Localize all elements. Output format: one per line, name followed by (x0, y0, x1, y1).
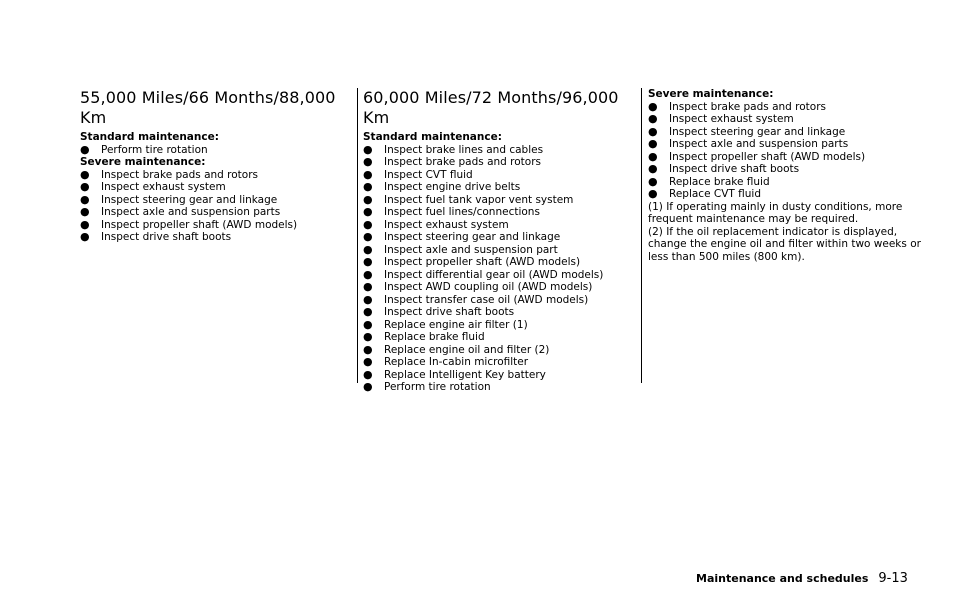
bullet-icon: ● (648, 174, 658, 188)
list-item-text: Inspect brake pads and rotors (101, 168, 258, 181)
bullet-icon: ● (363, 380, 373, 393)
list-item (363, 194, 633, 207)
list-item-text: Inspect brake lines and cables (384, 143, 544, 156)
bullet-icon: ● (648, 187, 658, 200)
list-item-text: Replace engine air filter (1) (384, 318, 528, 331)
list-item (363, 169, 633, 182)
list-item-text: Inspect axle and suspension parts (101, 206, 281, 218)
list-item-text: Inspect differential gear oil (AWD models) (384, 268, 604, 281)
bullet-icon: ● (363, 367, 373, 381)
standard-maintenance-list (80, 144, 350, 157)
footer-section-title: Maintenance and schedules (696, 572, 869, 585)
severe-maintenance-list (80, 169, 350, 244)
list-item-text: Perform tire rotation (384, 381, 491, 393)
list-item-text: Inspect steering gear and linkage (384, 231, 561, 243)
column-60000-severe (648, 88, 923, 263)
bullet-icon: ● (648, 149, 658, 163)
bullet-icon: ● (363, 180, 373, 193)
page-number: 9-13 (878, 571, 908, 586)
list-item (363, 356, 633, 369)
list-item-text: Inspect CVT fluid (384, 168, 473, 181)
bullet-icon: ● (363, 230, 373, 243)
list-item (648, 101, 923, 114)
list-item-text: Inspect axle and suspension parts (669, 138, 849, 150)
bullet-icon: ● (363, 192, 373, 206)
bullet-icon: ● (648, 99, 658, 113)
list-item (363, 269, 633, 282)
list-item (648, 138, 923, 151)
bullet-icon: ● (363, 242, 373, 256)
list-item-text: Inspect propeller shaft (AWD models) (384, 256, 581, 268)
list-item (363, 244, 633, 257)
list-item-text: Replace brake fluid (384, 331, 485, 343)
list-item (648, 151, 923, 164)
list-item (80, 206, 350, 219)
list-item-text: Inspect drive shaft boots (101, 231, 232, 243)
list-item (80, 169, 350, 182)
bullet-icon: ● (363, 317, 373, 331)
list-item-text: Replace brake fluid (669, 175, 770, 188)
bullet-icon: ● (363, 330, 373, 343)
list-item (80, 219, 350, 232)
list-item-text: Inspect steering gear and linkage (101, 193, 278, 206)
list-item-text: Inspect AWD coupling oil (AWD models) (384, 281, 593, 293)
list-item (363, 206, 633, 219)
standard-maintenance-heading: Standard maintenance: (363, 131, 502, 143)
bullet-icon: ● (80, 217, 90, 231)
bullet-icon: ● (363, 167, 373, 181)
list-item-text: Inspect fuel lines/connections (384, 206, 540, 218)
list-item (363, 306, 633, 319)
list-item (363, 344, 633, 357)
bullet-icon: ● (363, 280, 373, 293)
standard-maintenance-heading: Standard maintenance: (80, 131, 219, 143)
bullet-icon: ● (363, 267, 373, 281)
bullet-icon: ● (363, 205, 373, 218)
bullet-icon: ● (648, 162, 658, 175)
bullet-icon: ● (80, 205, 90, 218)
list-item (363, 144, 633, 157)
list-item (363, 219, 633, 232)
list-item-text: Inspect transfer case oil (AWD models) (384, 293, 589, 306)
list-item-text: Inspect propeller shaft (AWD models) (101, 218, 298, 231)
bullet-icon: ● (363, 217, 373, 231)
list-item (363, 294, 633, 307)
footnote-1: (1) If operating mainly in dusty conditions, more frequent maintenance may be required. (648, 200, 903, 225)
bullet-icon: ● (363, 255, 373, 268)
column-divider (641, 88, 642, 383)
column-divider (357, 88, 358, 383)
bullet-icon: ● (363, 305, 373, 318)
bullet-icon: ● (80, 230, 90, 243)
list-item-text: Inspect exhaust system (101, 181, 226, 193)
list-item (648, 126, 923, 139)
list-item (363, 231, 633, 244)
bullet-icon: ● (363, 155, 373, 168)
bullet-icon: ● (363, 292, 373, 306)
severe-maintenance-heading: Severe maintenance: (80, 156, 206, 168)
list-item (363, 381, 633, 394)
list-item-text: Inspect drive shaft boots (384, 306, 515, 318)
list-item-text: Inspect brake pads and rotors (669, 100, 826, 113)
column-60000-miles (363, 88, 633, 394)
list-item-text: Inspect exhaust system (384, 218, 509, 231)
list-item (363, 156, 633, 169)
list-item (363, 256, 633, 269)
list-item (363, 181, 633, 194)
bullet-icon: ● (80, 192, 90, 206)
list-item-text: Inspect steering gear and linkage (669, 125, 846, 138)
page-footer (696, 567, 908, 586)
footnote-2: (2) If the oil replacement indicator is displayed, change the engine oil and filter within two weeks or less than 500 miles (800 km). (648, 225, 921, 263)
list-item (80, 231, 350, 244)
list-item-text: Replace CVT fluid (669, 188, 761, 200)
bullet-icon: ● (363, 142, 373, 156)
list-item-text: Replace Intelligent Key battery (384, 368, 546, 381)
list-item-text: Perform tire rotation (101, 143, 208, 156)
list-item (648, 113, 923, 126)
standard-maintenance-list (363, 144, 633, 394)
severe-maintenance-list (648, 101, 923, 201)
list-item-text: Inspect engine drive belts (384, 181, 521, 193)
section-title-55000: 55,000 Miles/66 Months/88,000 Km (80, 88, 336, 127)
list-item (648, 163, 923, 176)
bullet-icon: ● (648, 124, 658, 138)
list-item (363, 331, 633, 344)
column-55000-miles (80, 88, 350, 244)
list-item-text: Inspect drive shaft boots (669, 163, 800, 175)
list-item-text: Replace engine oil and filter (2) (384, 343, 550, 356)
bullet-icon: ● (80, 167, 90, 181)
list-item-text: Inspect fuel tank vapor vent system (384, 193, 574, 206)
bullet-icon: ● (80, 180, 90, 193)
list-item (648, 176, 923, 189)
list-item (648, 188, 923, 201)
bullet-icon: ● (80, 142, 90, 156)
list-item-text: Inspect propeller shaft (AWD models) (669, 150, 866, 163)
bullet-icon: ● (648, 112, 658, 125)
list-item-text: Inspect exhaust system (669, 113, 794, 125)
severe-maintenance-heading: Severe maintenance: (648, 88, 774, 100)
list-item (80, 194, 350, 207)
bullet-icon: ● (363, 342, 373, 356)
list-item (80, 144, 350, 157)
list-item (363, 369, 633, 382)
list-item-text: Inspect axle and suspension part (384, 243, 558, 256)
bullet-icon: ● (648, 137, 658, 150)
list-item (363, 281, 633, 294)
section-title-60000: 60,000 Miles/72 Months/96,000 Km (363, 88, 619, 127)
list-item-text: Inspect brake pads and rotors (384, 156, 541, 168)
bullet-icon: ● (363, 355, 373, 368)
list-item (80, 181, 350, 194)
list-item (363, 319, 633, 332)
list-item-text: Replace In-cabin microfilter (384, 356, 529, 368)
